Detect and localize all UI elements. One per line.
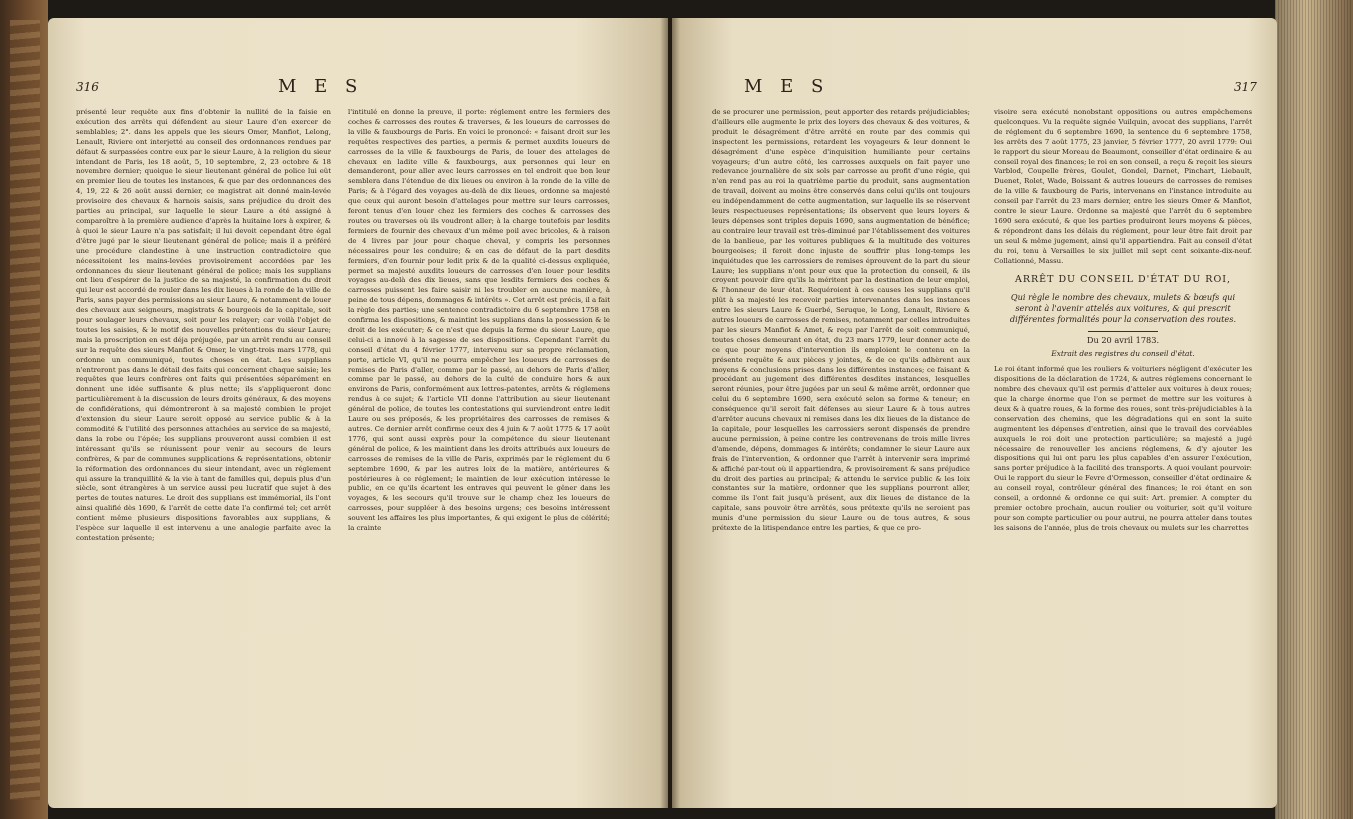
right-page-header: M E S (744, 76, 830, 97)
left-col1-text: présenté leur requête aux fins d'obtenir la nullité de la faisie en exécution des arrêts qui défendent au sieur Laure d'en exercer de semblables; 2°. dans les appels que les sieurs Omer, Manfiot, Lelong, Lenault, Riviere ont interjetté au conseil des ordonnances rendues par défaut & surpassées contre eux par le sieur Laure, à la religion du sieur intendant de Paris, les 18 août, 5, 10 septembre, 2, 23 octobre & 18 novembre dernier; quoique le sieur lieutenant général de police lui eût en premier lieu de toutes les instances, & que par des ordonnances des 4, 19, 22 & 26 août aussi dernier, ce magistrat ait donné main-levée provisoire des chevaux & harnois saisis, sans préjudice du droit des parties au principal, sur laquelle le sieur Laure a été assigné à comparoître à la première audience d'après la huitaine lors à expirer, & à quoi le sieur Laure n'a pas satisfait; il lui devoit cependant être égal d'être jugé par le sieur lieutenant général de police; mais il a préféré une procédure clandestine à une instruction contradictoire que nécessitoient les mains-levées provisoirement accordées par les ordonnances du sieur lieutenant général de police; mais les supplians ont lieu d'espérer de la justice de sa majesté, la confirmation du droit qui leur est accordé de rouler dans les dix lieues à la ronde de la ville de Paris, sans payer des permissions au sieur Laure, & notamment de louer des chevaux aux seigneurs, magistrats & bourgeois de la capitale, soit pour soulager leurs chevaux, soit pour les relayer; car voilà l'objet de toutes les saisies, & le motif des nouvelles prétentions du sieur Laure; mais la proscription en est déja préjugée, par un arrêt rendu au conseil sur la requête des sieurs Manfiot & Omer, le vingt-trois mars 1778, qui ordonne un communiqué, toutes choses en état. Les supplians n'entreront pas dans le détail des faits qui concernent chaque saisie; les requêtes que leurs confrères ont faits qui présentées séparément en donnent une idée suffisante & plus nette; ils s'appliqueront donc particulièrement à la discussion de leurs droits généraux, & des moyens de confidérations, qui démontreront à sa majesté combien le projet d'extension du sieur Laure seroit opposé au service public & à la commodité & l'utilité des personnes attachées au service de sa majesté, dans la robe ou l'épée; les supplians prouveront aussi combien il est intéressant qu'ils se réunissent pour venir au secours de leurs confrères, & par de communes supplications & représentations, obtenir la réformation des ordonnances du sieur intendant, avec un réglement qui assure la tranquillité & la vie à tant de familles qui, depuis plus d'un siècle, sont étrangères à un service aussi peu lucratif que sujet à des pertes de toutes natures. Le droit des supplians est immémorial, ils l'ont ainsi qualifié dès 1690, & l'arrêt de cette date l'a confirmé tel; cet arrêt contient même plusieurs dispositions favorables aux supplians, & l'espèce sur laquelle il est intervenu a une analogie parfaite avec la contestation présente; (76, 108, 331, 542)
right-page-number: 317 (1234, 80, 1257, 94)
page-edge-lines (1275, 0, 1353, 819)
left-page (48, 18, 668, 808)
arret-date: Du 20 avril 1783. (1086, 334, 1160, 345)
title-divider (1088, 331, 1158, 332)
arret-title-block (994, 273, 1252, 360)
left-page-column-2 (348, 108, 610, 808)
left-page-header: M E S (278, 76, 364, 97)
arret-extrait: Extrait des registres du conseil d'état. (1051, 349, 1195, 359)
right-page-column-2 (994, 108, 1252, 808)
left-page-column-1 (76, 108, 331, 808)
right-page (672, 18, 1277, 808)
right-col1-text: de se procurer une permission, peut apporter des retards préjudiciables; d'ailleurs elle augmente le prix des loyers des chevaux & des voitures, & produit le désagrément d'être arrêté en route par des commis qui inspectent les permissions, retardent les voyageurs & leur donnent le désagrément d'une espèce d'inquisition humiliante pour certains voyageurs; d'un autre côté, les carrosses auxquels on fait payer une redevance journalière de six sols par carrosse au profit d'une régie, qui n'en rend pas au roi la quatrième partie du produit, sans augmentation de travail, doivent au moins être conservés dans celui qu'ils ont toujours eu indépendamment de cette augmentation, sur laquelle ils se réservent leurs respectueuses représentations; ils observent que leurs loyers & leurs dépenses sont triples depuis 1690, sans augmentation de bénéfice; au contraire leur travail est très-diminué par l'établissement des voitures de la banlieue, par les voitures publiques & la multitude des voitures bourgeoises; il feroit donc injuste de souffrir plus long-temps les inquiétudes que les carrossiers de remises éprouvent de la part du sieur Laure; les supplians n'ont pour eux que la protection du conseil, & ils croyent pouvoir dire qu'ils la méritent par la destination de leur emploi, & l'honneur de leur état. Requéroient à ces causes les supplians qu'il plût à sa majesté les recevoir parties intervenantes dans les instances entre les sieurs Laure & Guerbé, Seruque, le Long, Lenault, Riviere & autres loueurs de carrosses de remises, notamment par celles introduites par les sieurs Manfiot & Amet, & reçu par l'arrêt de soit communiqué, toutes choses demeurant en état, du 23 mars 1779, leur donner acte de ce que pour moyens d'intervention ils emploient le contenu en la présente requête & aux pièces y jointes, & de ce qu'ils adhèrent aux moyens & conclusions prises dans les différentes instances; ce faisant & procédant au jugement des différentes desdites instances, lesquelles seront réunies, pour être jugées par un seul & même arrêt, ordonner que celui du 6 septembre 1690, sera exécuté selon sa forme & teneur; en conséquence qu'il seroit fait défenses au sieur Laure & à tous autres d'arrêter aucuns chevaux ni remises dans les dix lieues de la distance de la capitale, pour lesquelles les carrossiers seront dispensés de prendre aucune permission, à peine contre les contrevenans de trois mille livres d'amende, dépens, dommages & intérêts; condamner le sieur Laure aux frais de l'intervention, & ordonner que l'arrêt à intervenir sera imprimé & affiché par-tout où il appartiendra, & provisoirement & sans préjudice du droit des parties au principal; & attendu le service public & les loix constantes sur la matière, ordonner que les supplians pourront aller, comme ils l'ont fait jusqu'à présent, aux dix lieues de distance de la capitale, sans pouvoir être arrêtés, sous prétexte qu'ils ne seroient pas munis d'une permission du sieur Laure ou de tous autres, & sous prétexte de la litispendance entre les parties, & que ce pro- (712, 108, 970, 533)
arret-subject: Qui règle le nombre des chevaux, mulets & bœufs qui seront à l'avenir attelés aux voitures, & qui prescrit différentes formalités pour la conservation des routes. (1009, 291, 1237, 324)
left-col2-text: l'intitulé en donne la preuve, il porte: réglement entre les fermiers des coches & carrosses des routes & traverses, & les loueurs de carrosses de la ville & fauxbourgs de Paris. En voici le prononcé: « faisant droit sur les requêtes respectives des parties, a permis & permet auxdits loueurs de carrosses de la ville & fauxbourgs de Paris, de louer des attelages de chevaux en ladite ville & fauxbourgs, aux personnes qui leur en demanderont, pour aller avec leurs carrosses en tel endroit que bon leur semblera dans l'étendue de dix lieues ou environ à la ronde de la ville de Paris; & à l'égard des voyages au-delà de dix lieues, ordonne sa majesté que ceux qui auront besoin d'attelages pour mettre sur leurs carrosses, feront tenus d'en louer chez les fermiers des coches & carrosses des routes ou traverses où ils voudront aller; à la charge toutefois par lesdits fermiers de fournir des chevaux d'un même poil avec bricoles, & à raison de 4 livres par jour pour chaque cheval, y compris les personnes nécessaires pour les conduire; & en cas de défaut de la part desdits fermiers, d'en fournir pour ledit prix & de la qualité ci-dessus expliquée, permet sa majesté auxdits loueurs de carrosses d'en louer pour lesdits voyages au-delà des dix lieues, sans que lesdits fermiers des coches & carrosses puissent les faire saisir ni les troubler en aucune manière, à peine de tous dépens, dommages & intérêts ». Cet arrêt est précis, il a fait la règle des parties; une sentence contradictoire du 6 septembre 1758 en confirma les dispositions, & maintint les supplians dans la possession & le droit de les exécuter; & ce n'est que depuis la ferme du sieur Laure, que celui-ci a innové à la sagesse de ses dispositions. Cependant l'arrêt du conseil d'état du 4 février 1777, intervenu sur sa propre réclamation, porte, article VI, qu'il ne pourra empêcher les loueurs de carrosses de remises de Paris d'aller, comme par le passé, au dehors de Paris d'aller, comme par le passé, au dehors de la culté de conduire hors & aux environs de Paris, conformément aux lettres-patentes, arrêts & réglemens rendus à ce sujet; & l'article VII donne l'attribution au sieur lieutenant général de police, de toutes les contestations qui surviendront entre ledit Laure ou ses préposés, & les propriétaires des carrosses de remises & autres. Ce dernier arrêt confirme ceux des 4 juin & 7 août 1775 & 17 août 1776, qui sont aussi exprès pour la compétence du sieur lieutenant général de police, & les maintient dans les droits attribués aux loueurs de carrosses de remises de la ville de Paris, exprimés par le réglement du 6 septembre 1690, & par les autres loix de la matière, antérieures & postérieures à ce réglement; le maintien de leur exécution intéresse le public, en ce qu'ils écartent les entraves qui peuvent le gêner dans les voyages, & les secours qu'il trouve sur le champ chez les loueurs de carrosses, pour suppléer à des besoins urgens; ces besoins intéressent souvent les affaires les plus importantes, & qui exigent le plus de célérité; la crainte (348, 108, 610, 533)
right-page-column-1 (712, 108, 970, 808)
arret-title: ARRÊT DU CONSEIL D'ÉTAT DU ROI, (1014, 273, 1232, 285)
left-edge-binding (10, 20, 40, 800)
book-gutter (660, 18, 680, 808)
right-col2-intro: visoire sera exécuté nonobstant oppositions ou autres empêchemens quelconques. Vu la requête signée Vuilquin, avocat des supplians, l'arrêt de réglement du 6 septembre 1690, la sentence du 6 septembre 1758, les arrêts des 7 août 1775, 23 janvier, 5 février 1777, 20 avril 1779: Oui le rapport du sieur Moreau de Beaumont, conseiller d'état ordinaire & au conseil royal des finances; le roi en son conseil, a reçu & reçoit les sieurs Varblod, Coupelle frères, Goulet, Gondel, Darnet, Pinchart, Liebault, Duenet, Rolet, Wade, Boissant & autres loueurs de carrosses de remises de la ville & fauxbourg de Paris, intervenans en l'instance introduite au conseil par l'arrêt du 23 mars dernier, entre les sieurs Omer & Manfiot, contre le sieur Laure. Ordonne sa majesté que l'arrêt du 6 septembre 1690 sera exécuté, & que les parties produiront leurs moyens & pièces, & répondront dans les délais du réglement, pour leur être fait droit par un seul & même jugement, ainsi qu'il appartiendra. Fait au conseil d'état du roi, tenu à Versailles le six juillet mil sept cent soixante-dix-neuf. Collationné, Massu. (994, 108, 1252, 265)
left-book-edge (0, 0, 48, 819)
left-page-number: 316 (76, 80, 99, 94)
right-page-block (1275, 0, 1353, 819)
right-col2-body: Le roi étant informé que les rouliers & voituriers négligent d'exécuter les dispositions de la déclaration de 1724, & autres réglemens concernant le nombre des chevaux qu'il est permis d'atteler aux voitures à deux roues; que la charge énorme que l'on se permet de mettre sur les voitures à deux & à quatre roues, & la forme des roues, sont très-préjudiciables à la conservation des chemins, que les dégradations qui en sont la suite augmentent les dépenses d'entretien, ainsi que le travail des corvéables auxquels le roi doit une protection particulière; sa majesté a jugé nécessaire de renouveller les anciens réglemens, & d'y ajouter les dispositions qui lui ont paru les plus capables d'en assurer l'exécution, sans porter préjudice à la facilité des transports. A quoi voulant pourvoir: Oui le rapport du sieur le Fevre d'Ormesson, conseiller d'état ordinaire & au conseil royal, contrôleur général des finances; le roi étant en son conseil, a ordonné & ordonne ce qui suit: Art. premier. A compter du premier octobre prochain, aucun roulier ou voiturier, soit qu'il voiture pour son compte particulier ou pour autrui, ne pourra atteler dans toutes les saisons de l'année, plus de trois chevaux ou mulets sur les charrettes (994, 365, 1252, 532)
